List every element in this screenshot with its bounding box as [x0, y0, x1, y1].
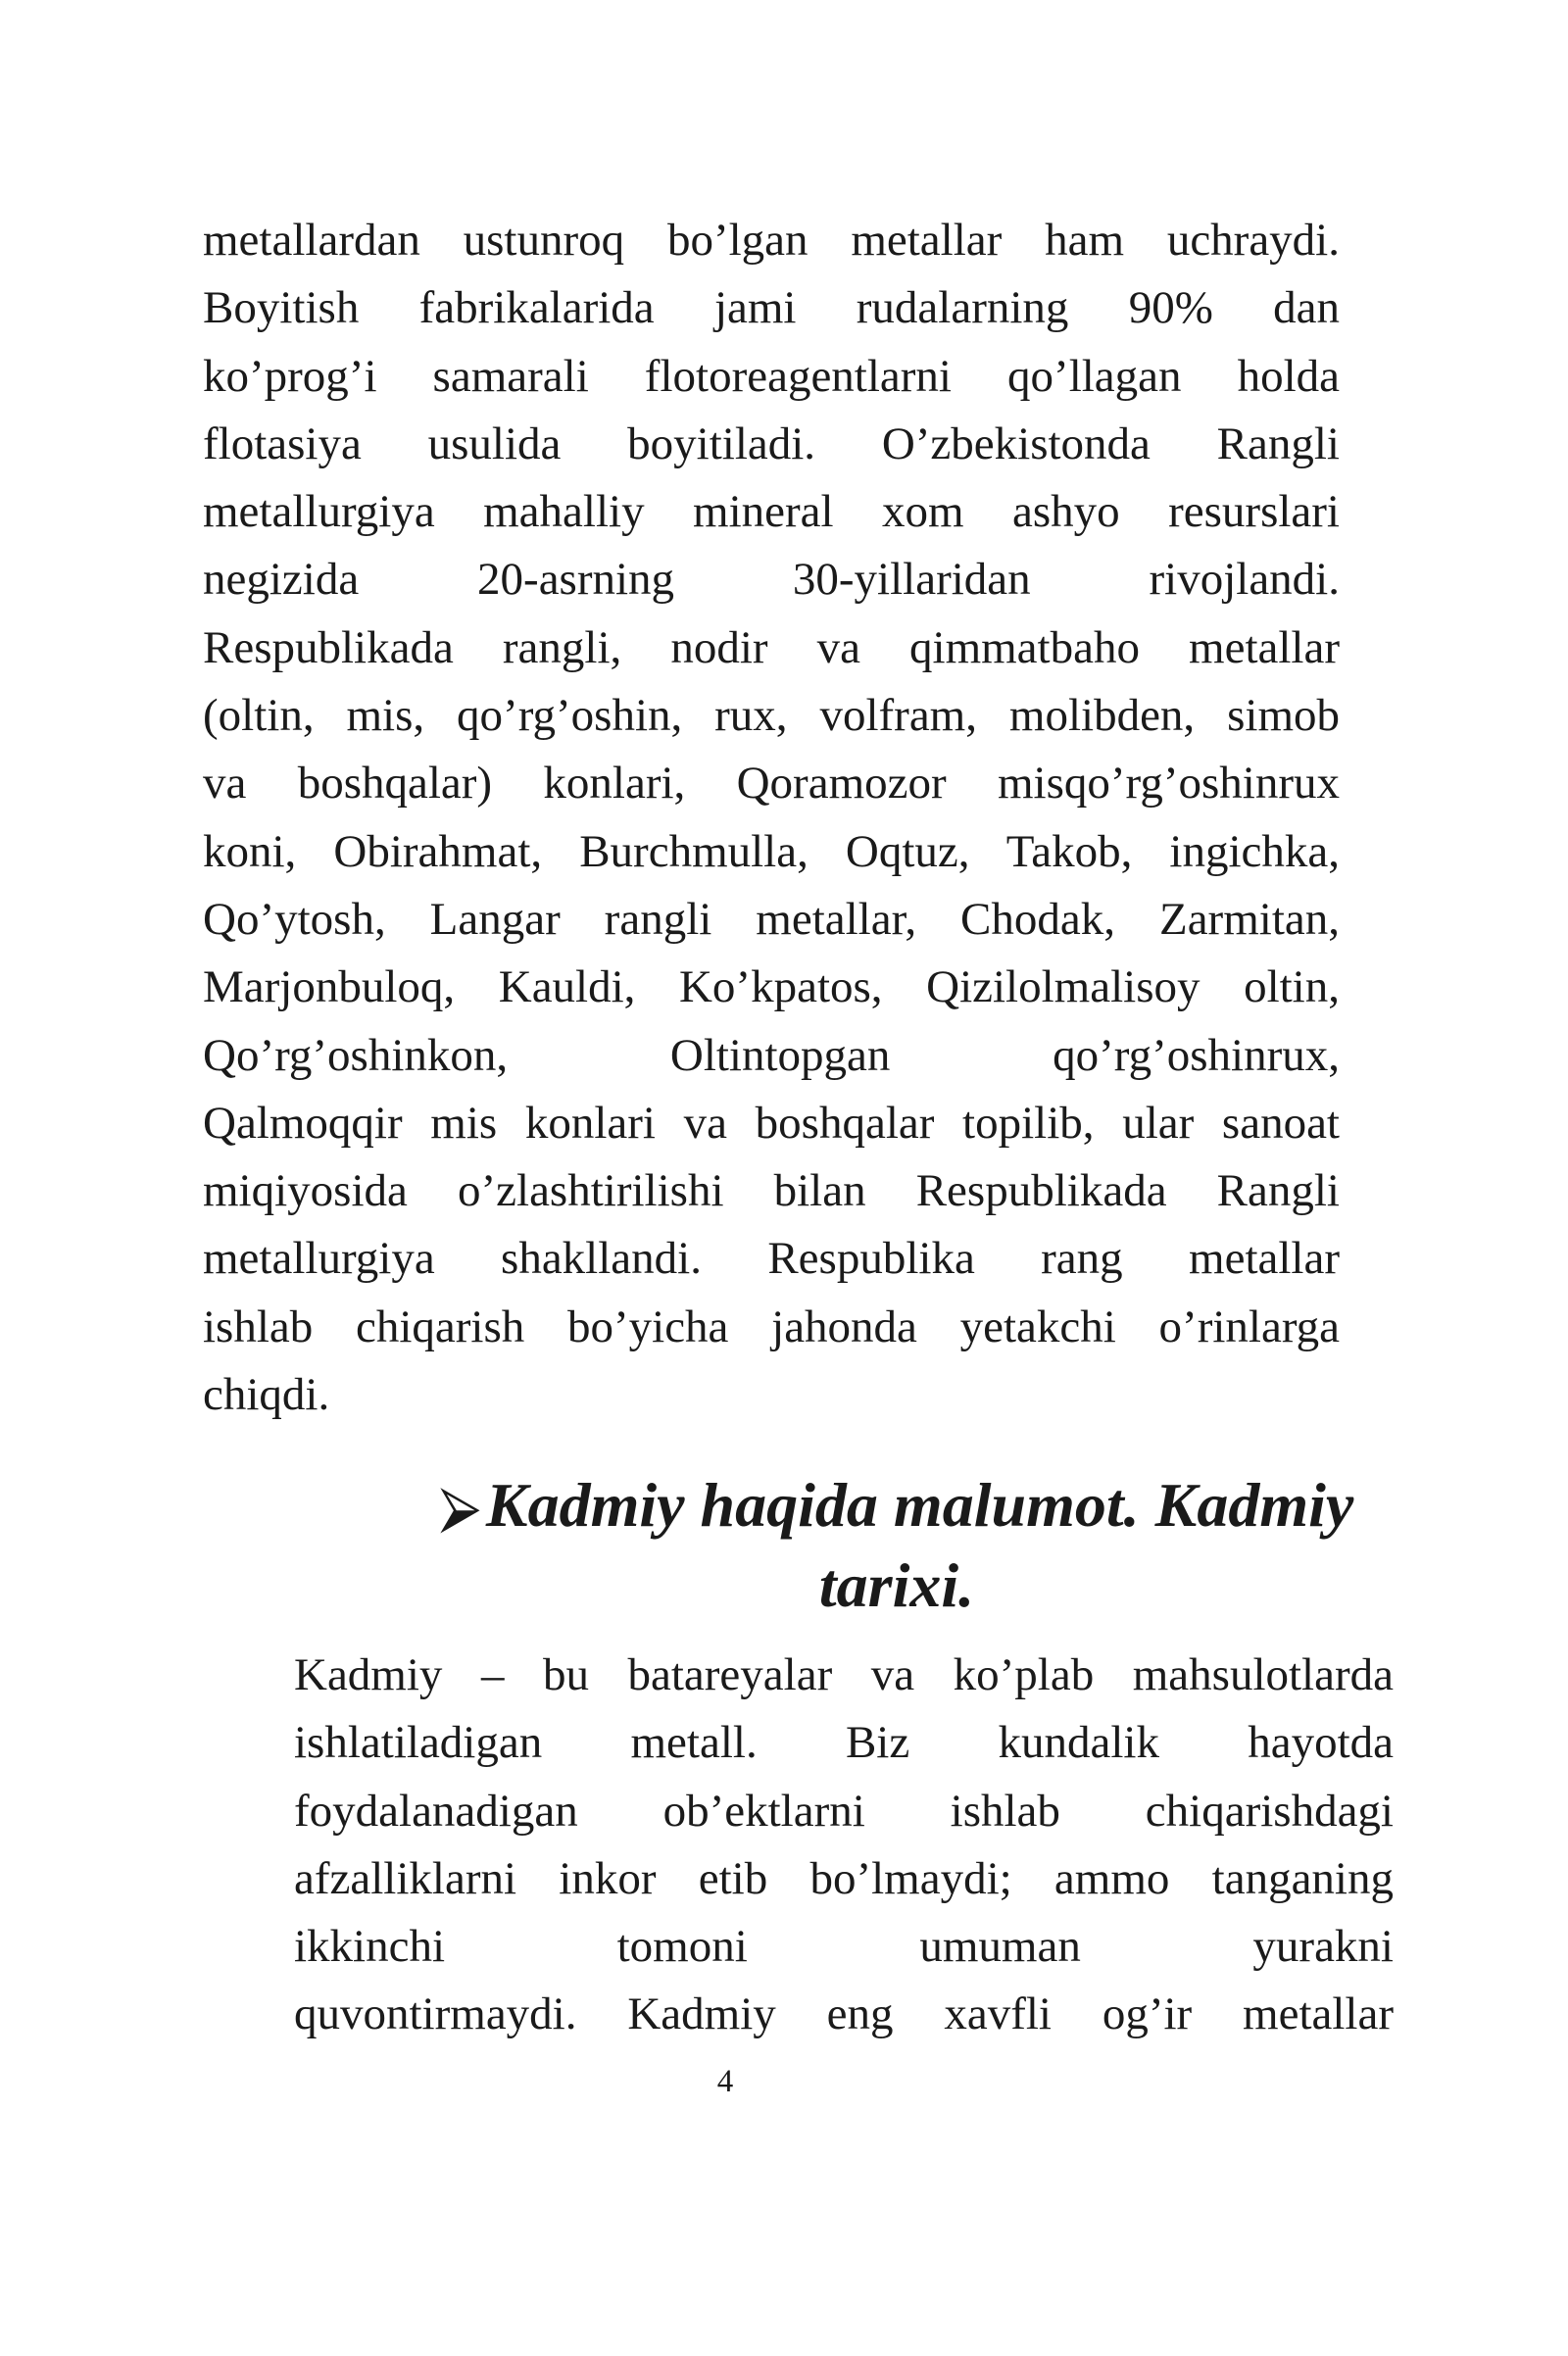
heading-text-1: Kadmiy haqida malumot. Kadmiy: [485, 1470, 1354, 1540]
heading-row-1: [402, 1466, 1392, 1546]
text-line: (oltin, mis, qo’rg’oshin, rux, volfram, molibden, simob: [203, 690, 1340, 742]
text-line: ko’prog’i samarali flotoreagentlarni qo’llagan holda: [203, 350, 1340, 402]
text-line: foydalanadigan ob’ektlarni ishlab chiqarishdagi: [294, 1785, 1394, 1837]
page-number: 4: [716, 2064, 734, 2099]
text-line: ikkinchi tomoni umuman yurakni: [294, 1921, 1394, 1973]
text-line: Marjonbuloq, Kauldi, Ko’kpatos, Qizilolmalisoy oltin,: [203, 961, 1340, 1013]
text-line: ishlab chiqarish bo’yicha jahonda yetakchi o’rinlarga: [203, 1301, 1340, 1352]
text-line: flotasiya usulida boyitiladi. O’zbekistonda Rangli: [203, 417, 1340, 469]
paragraph-cadmium: [294, 1642, 1394, 2049]
text-line: Kadmiy – bu batareyalar va ko’plab mahsulotlarda: [294, 1649, 1394, 1700]
heading-text-2: tarixi.: [818, 1550, 975, 1620]
text-line: metallurgiya mahalliy mineral xom ashyo resurslari: [203, 486, 1340, 538]
text-line: afzalliklarni inkor etib bo’lmaydi; ammo tanganing: [294, 1852, 1394, 1904]
text-line: Qalmoqqir mis konlari va boshqalar topilib, ular sanoat: [203, 1097, 1340, 1149]
text-line: negizida 20-asrning 30-yillaridan rivojlandi.: [203, 554, 1340, 606]
text-line: quvontirmaydi. Kadmiy eng xavfli og’ir metallar: [294, 1988, 1394, 2040]
text-line: Qo’ytosh, Langar rangli metallar, Chodak, Zarmitan,: [203, 893, 1340, 945]
text-line: chiqdi.: [203, 1369, 330, 1421]
text-line: Boyitish fabrikalarida jami rudalarning 90% dan: [203, 282, 1340, 334]
arrow-bullet-icon: ⮚: [439, 1475, 480, 1539]
text-line: Respublikada rangli, nodir va qimmatbaho metallar: [203, 621, 1340, 673]
text-line: metallurgiya shakllandi. Respublika rang metallar: [203, 1233, 1340, 1285]
text-line: ishlatiladigan metall. Biz kundalik hayotda: [294, 1717, 1394, 1769]
text-line: Qo’rg’oshinkon, Oltintopgan qo’rg’oshinrux,: [203, 1029, 1340, 1081]
text-line: va boshqalar) konlari, Qoramozor misqo’rg’oshinrux: [203, 758, 1340, 810]
text-line: miqiyosida o’zlashtirilishi bilan Respublikada Rangli: [203, 1165, 1340, 1217]
text-line: metallardan ustunroq bo’lgan metallar ham uchraydi.: [203, 215, 1340, 266]
text-line: koni, Obirahmat, Burchmulla, Oqtuz, Takob, ingichka,: [203, 825, 1340, 877]
section-heading: [402, 1466, 1392, 1625]
paragraph-metallurgy: [203, 207, 1340, 1429]
